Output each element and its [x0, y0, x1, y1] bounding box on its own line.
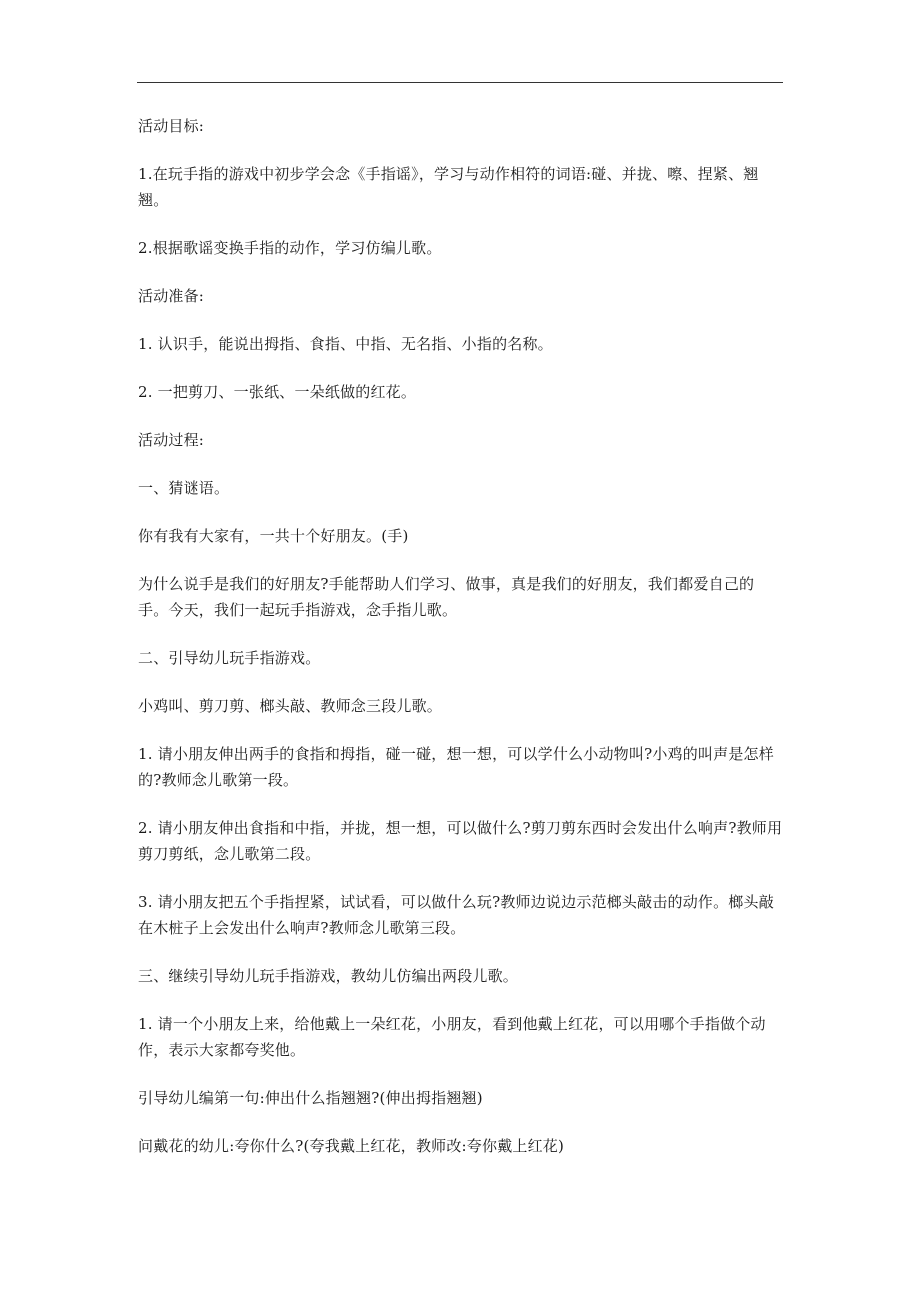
section-2-intro: 小鸡叫、剪刀剪、榔头敲、教师念三段儿歌。 — [138, 697, 443, 715]
section-3-guide-line: 引导幼儿编第一句:伸出什么指翘翘?(伸出拇指翘翘) — [138, 1089, 483, 1107]
goal-item-2: 2.根据歌谣变换手指的动作，学习仿编儿歌。 — [138, 239, 442, 257]
document-body — [138, 113, 784, 1181]
heading-process: 活动过程: — [138, 431, 205, 449]
heading-preparation: 活动准备: — [138, 287, 205, 305]
process-section-3: 三、继续引导幼儿玩手指游戏，教幼儿仿编出两段儿歌。 — [138, 967, 519, 985]
process-section-1: 一、猜谜语。 — [138, 479, 230, 497]
riddle-explanation: 为什么说手是我们的好朋友?手能帮助人们学习、做事，真是我们的好朋友，我们都爱自己的手。今天，我们一起玩手指游戏，念手指儿歌。 — [138, 575, 755, 619]
riddle-text: 你有我有大家有，一共十个好朋友。(手) — [138, 527, 409, 545]
preparation-item-1: 1. 认识手，能说出拇指、食指、中指、无名指、小指的名称。 — [138, 335, 553, 353]
process-section-2: 二、引导幼儿玩手指游戏。 — [138, 649, 321, 667]
header-rule — [137, 82, 783, 83]
section-2-step-2: 2. 请小朋友伸出食指和中指，并拢，想一想，可以做什么?剪刀剪东西时会发出什么响声?教师用剪刀剪纸，念儿歌第二段。 — [138, 819, 783, 863]
section-3-question-line: 问戴花的幼儿:夸你什么?(夸我戴上红花，教师改:夸你戴上红花) — [138, 1137, 565, 1155]
goal-item-1: 1.在玩手指的游戏中初步学会念《手指谣》，学习与动作相符的词语:碰、并拢、嚓、捏紧、翘翘。 — [138, 165, 759, 209]
section-2-step-1: 1. 请小朋友伸出两手的食指和拇指，碰一碰，想一想，可以学什么小动物叫?小鸡的叫声是怎样的?教师念儿歌第一段。 — [138, 745, 774, 789]
section-3-step-1: 1. 请一个小朋友上来，给他戴上一朵红花，小朋友，看到他戴上红花，可以用哪个手指做个动作，表示大家都夸奖他。 — [138, 1015, 766, 1059]
preparation-item-2: 2. 一把剪刀、一张纸、一朵纸做的红花。 — [138, 383, 417, 401]
section-2-step-3: 3. 请小朋友把五个手指捏紧，试试看，可以做什么玩?教师边说边示范榔头敲击的动作。榔头敲在木桩子上会发出什么响声?教师念儿歌第三段。 — [138, 893, 774, 937]
heading-goals: 活动目标: — [138, 117, 205, 135]
